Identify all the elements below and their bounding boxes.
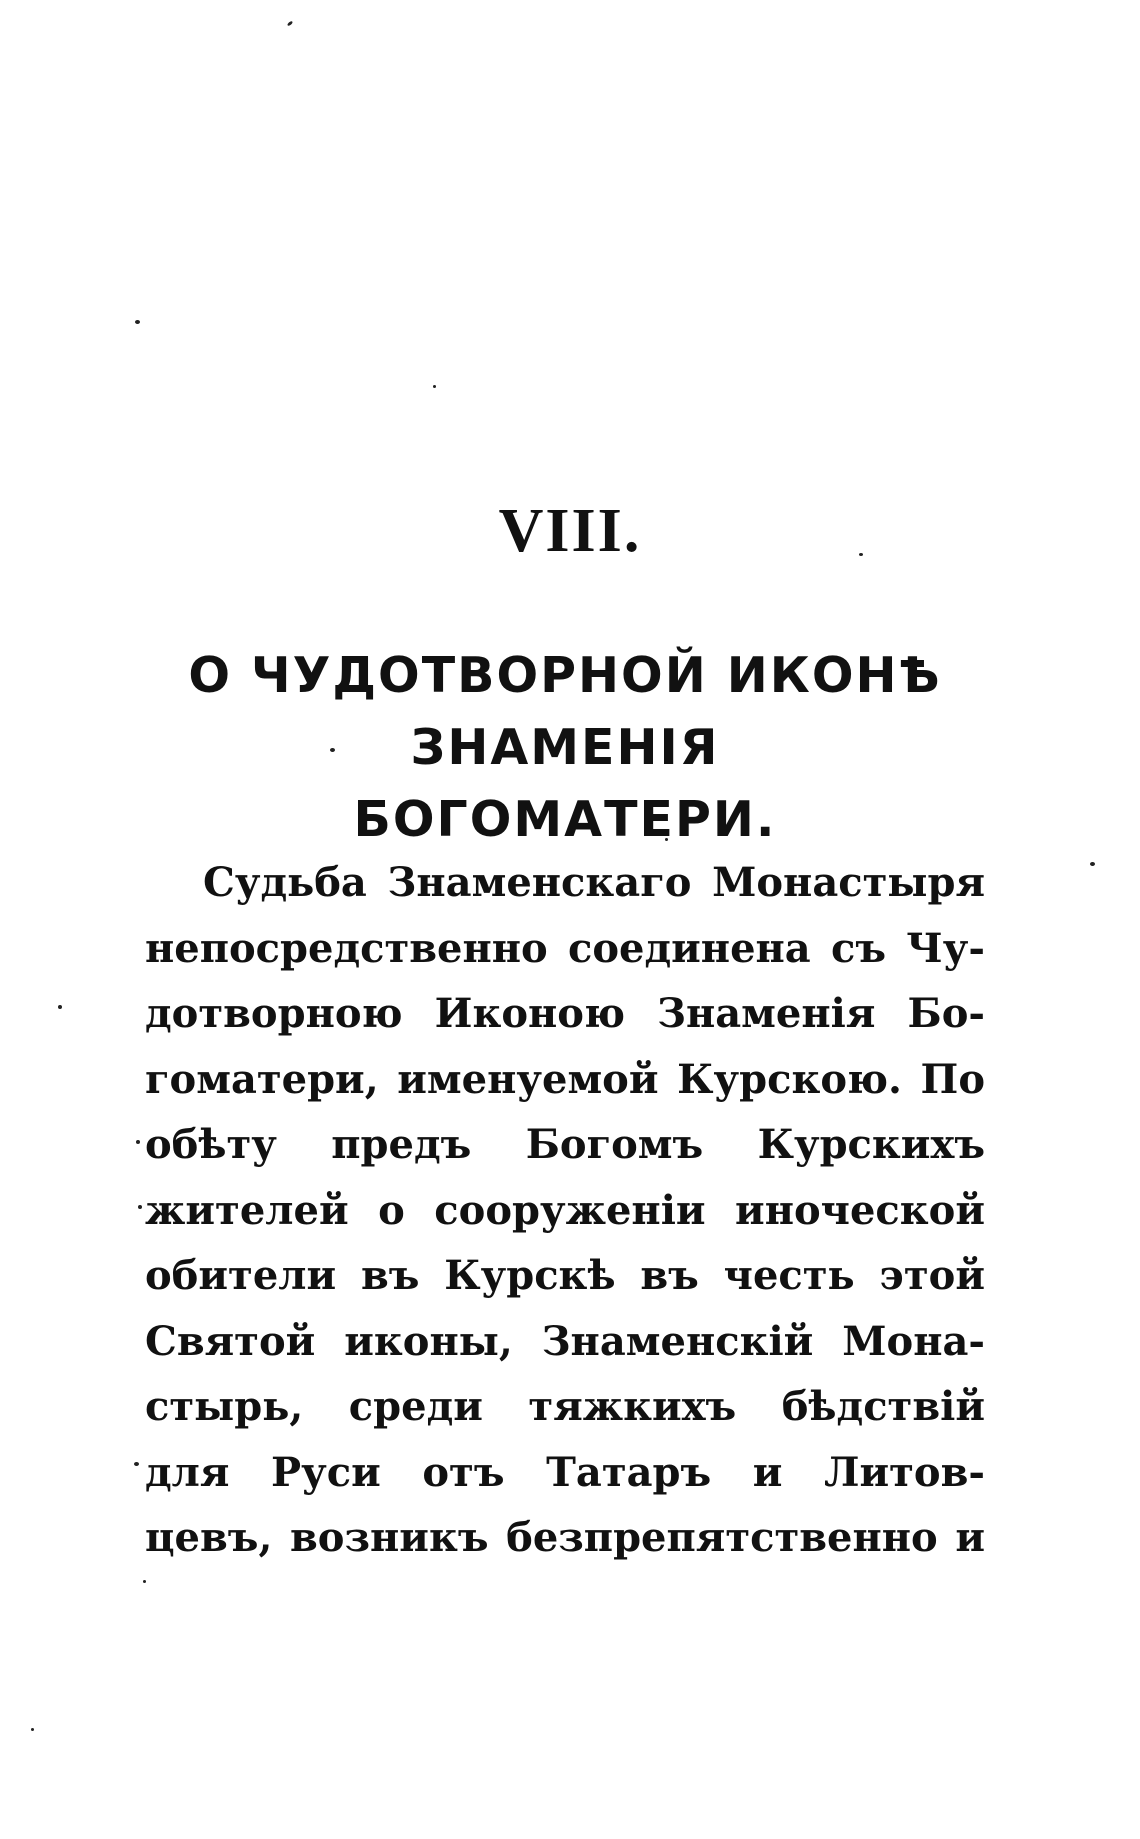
paragraph-line: гоматери, именуемой Курскою. По [145,1055,985,1103]
chapter-title-line: О ЧУДОТВОРНОЙ ИКОНѢ ЗНАМЕНІЯ [188,647,942,776]
paragraph-line: для Руси отъ Татаръ и Литов- [145,1448,985,1496]
print-speck [136,1140,140,1144]
chapter-number: VIII. [498,497,642,565]
print-speck [31,1728,34,1731]
paragraph-line: жителей о сооруженіи иноческой [145,1186,985,1234]
print-speck [1090,862,1095,866]
body-paragraph [145,850,985,1571]
paragraph-line: обѣту предъ Богомъ Курскихъ [145,1121,985,1168]
print-speck [134,1462,139,1466]
paragraph-line: стырь, среди тяжкихъ бѣдствій [145,1383,985,1430]
paragraph-line: Святой иконы, Знаменскій Мона- [145,1317,985,1365]
paragraph-line: Судьба Знаменскаго Монастыря [203,859,985,906]
print-speck [138,1205,142,1209]
print-speck [143,1580,146,1583]
print-speck [287,20,294,26]
print-speck [135,320,140,324]
paragraph-line: непосредственно соединена съ Чу- [145,924,985,972]
print-speck [433,385,436,388]
chapter-title-line: БОГОМАТЕРИ. [353,791,777,848]
paragraph-line: дотворною Иконою Знаменія Бо- [145,990,985,1037]
print-speck [58,1005,62,1009]
paragraph-line: цевъ, возникъ безпрепятственно и [145,1514,985,1561]
paragraph-line: обители въ Курскѣ въ честь этой [145,1252,985,1299]
chapter-title [150,640,980,856]
